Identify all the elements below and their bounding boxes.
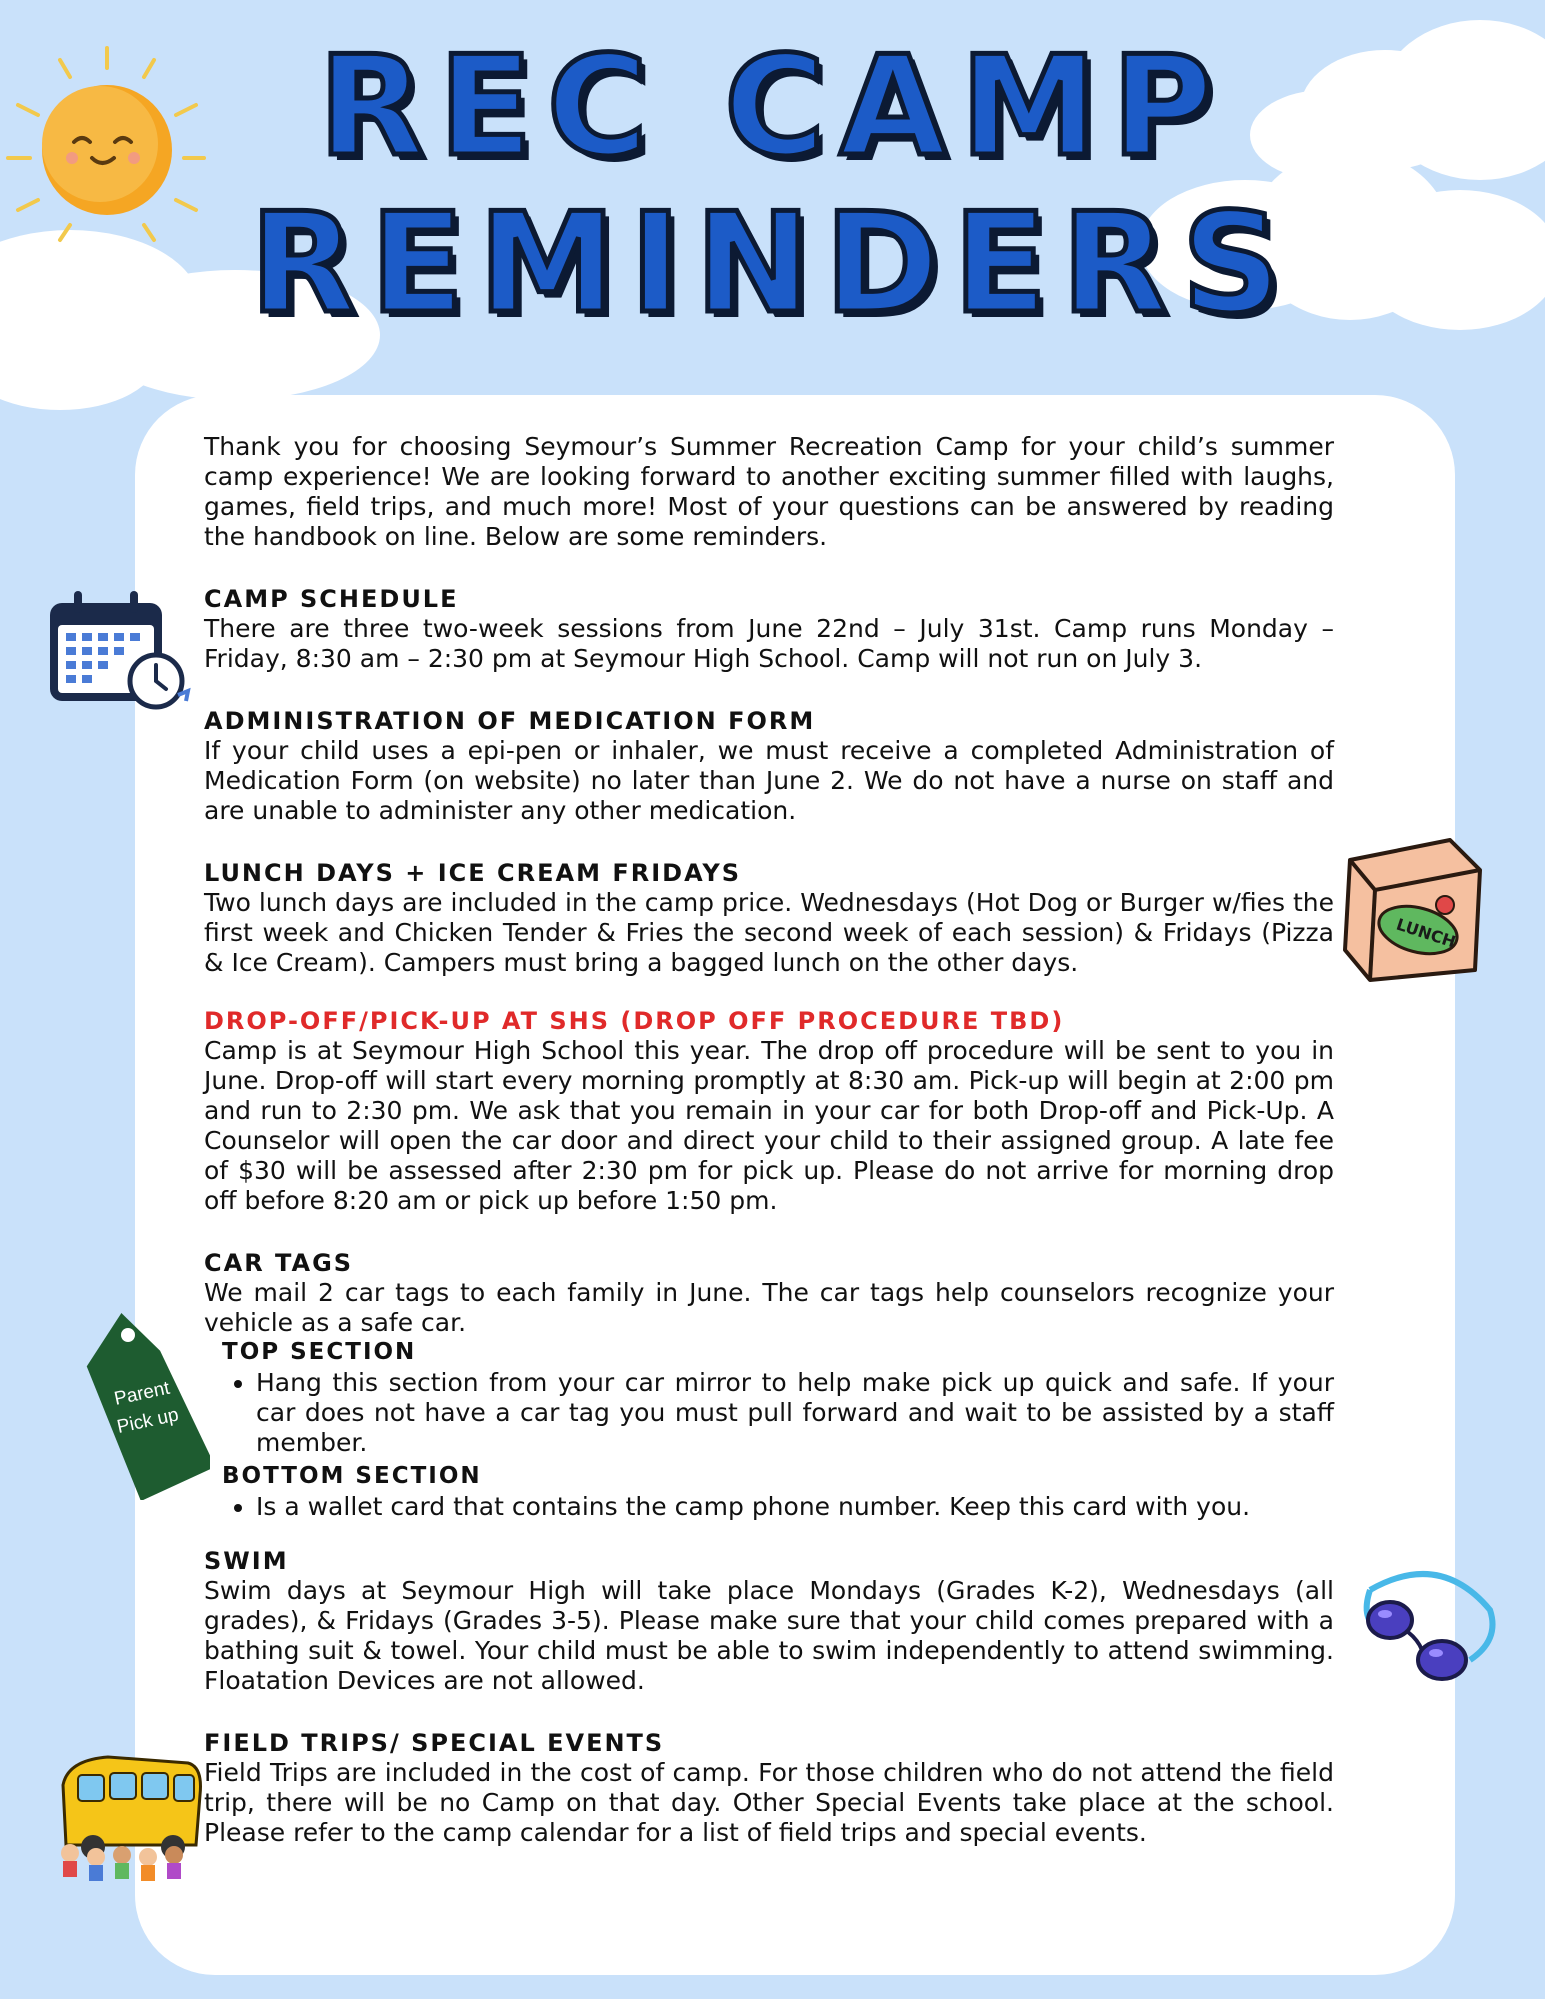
- car-tags-heading: CAR TAGS: [204, 1249, 354, 1277]
- intro-paragraph: Thank you for choosing Seymour’s Summer Recreation Camp for your child’s summer camp experience! We are looking forward to another exciting summer filled with laughs, games, field trips, and much more! Most of your questions can be answered by reading the handbook on line. Below are some reminders.: [204, 432, 1334, 551]
- bottom-section-heading: BOTTOM SECTION: [222, 1463, 482, 1489]
- school-bus-icon: [48, 1745, 208, 1885]
- camp-schedule-heading: CAMP SCHEDULE: [204, 585, 459, 613]
- section-swim: [204, 1546, 1334, 1696]
- section-car-tags: [204, 1248, 1334, 1522]
- field-trips-body: Field Trips are included in the cost of camp. For those children who do not attend the field trip, there will be no Camp on that day. Other Special Events take place at the school. Please refer to the camp calendar for a list of field trips and special events.: [204, 1758, 1334, 1847]
- section-medication: [204, 706, 1334, 826]
- dropoff-body: Camp is at Seymour High School this year. The drop off procedure will be sent to you in June. Drop-off will start every morning promptly at 8:30 am. Pick-up will begin at 2:00 pm and run to 2:30 pm. We ask that you remain in your car for both Drop-off and Pick-Up. A Counselor will open the car door and direct your child to their assigned group. A late fee of $30 will be assessed after 2:30 pm for pick up. Please do not arrive for morning drop off before 8:20 am or pick up before 1:50 pm.: [204, 1036, 1334, 1215]
- camp-schedule-body: There are three two-week sessions from June 22nd – July 31st. Camp runs Monday – Friday, 8:30 am – 2:30 pm at Seymour High School. Camp will not run on July 3.: [204, 614, 1334, 673]
- tag-line-2: Pick up: [115, 1404, 181, 1438]
- swim-body: Swim days at Seymour High will take place Mondays (Grades K-2), Wednesdays (all grades), & Fridays (Grades 3-5). Please make sure that your child comes prepared with a bathing suit & towel. Your child must be able to swim independently to attend swimming. Floatation Devices are not allowed.: [204, 1576, 1334, 1695]
- dropoff-heading: DROP-OFF/PICK-UP AT SHS (DROP OFF PROCEDURE TBD): [204, 1007, 1065, 1035]
- top-section-heading: TOP SECTION: [222, 1339, 417, 1365]
- car-tags-bottom-section: [204, 1462, 1334, 1522]
- tag-line-1: Parent: [112, 1377, 172, 1410]
- parent-pickup-tag: [80, 1300, 210, 1500]
- calendar-icon: [44, 585, 194, 715]
- field-trips-heading: FIELD TRIPS/ SPECIAL EVENTS: [204, 1729, 665, 1757]
- reminders-content: [204, 432, 1334, 1848]
- swim-heading: SWIM: [204, 1547, 289, 1575]
- lunch-bag-icon: [1330, 830, 1490, 990]
- section-camp-schedule: [204, 584, 1334, 674]
- lunch-label: LUNCH: [1393, 914, 1459, 952]
- section-dropoff: [204, 1006, 1334, 1216]
- car-tags-body: We mail 2 car tags to each family in June. The car tags help counselors recognize your vehicle as a safe car.: [204, 1278, 1334, 1337]
- bottom-section-item: • Is a wallet card that contains the camp phone number. Keep this card with you.: [256, 1492, 1334, 1522]
- top-section-item: • Hang this section from your car mirror to help make pick up quick and safe. If your car does not have a car tag you must pull forward and wait to be assisted by a staff member.: [256, 1368, 1334, 1458]
- lunch-heading: LUNCH DAYS + ICE CREAM FRIDAYS: [204, 859, 742, 887]
- lunch-body: Two lunch days are included in the camp price. Wednesdays (Hot Dog or Burger w/fies the first week and Chicken Tender & Fries the second week of each session) & Fridays (Pizza & Ice Cream). Campers must bring a bagged lunch on the other days.: [204, 888, 1334, 977]
- section-lunch: [204, 858, 1334, 978]
- car-tags-top-section: [204, 1338, 1334, 1458]
- medication-body: If your child uses a epi-pen or inhaler, we must receive a completed Administration of Medication Form (on website) no later than June 2. We do not have a nurse on staff and are unable to administer any other medication.: [204, 736, 1334, 825]
- swim-goggles-icon: [1350, 1560, 1510, 1700]
- medication-heading: ADMINISTRATION OF MEDICATION FORM: [204, 707, 816, 735]
- section-field-trips: [204, 1728, 1334, 1848]
- title-line-2: REMINDERS: [249, 183, 1296, 344]
- title-line-1: REC CAMP: [318, 26, 1227, 187]
